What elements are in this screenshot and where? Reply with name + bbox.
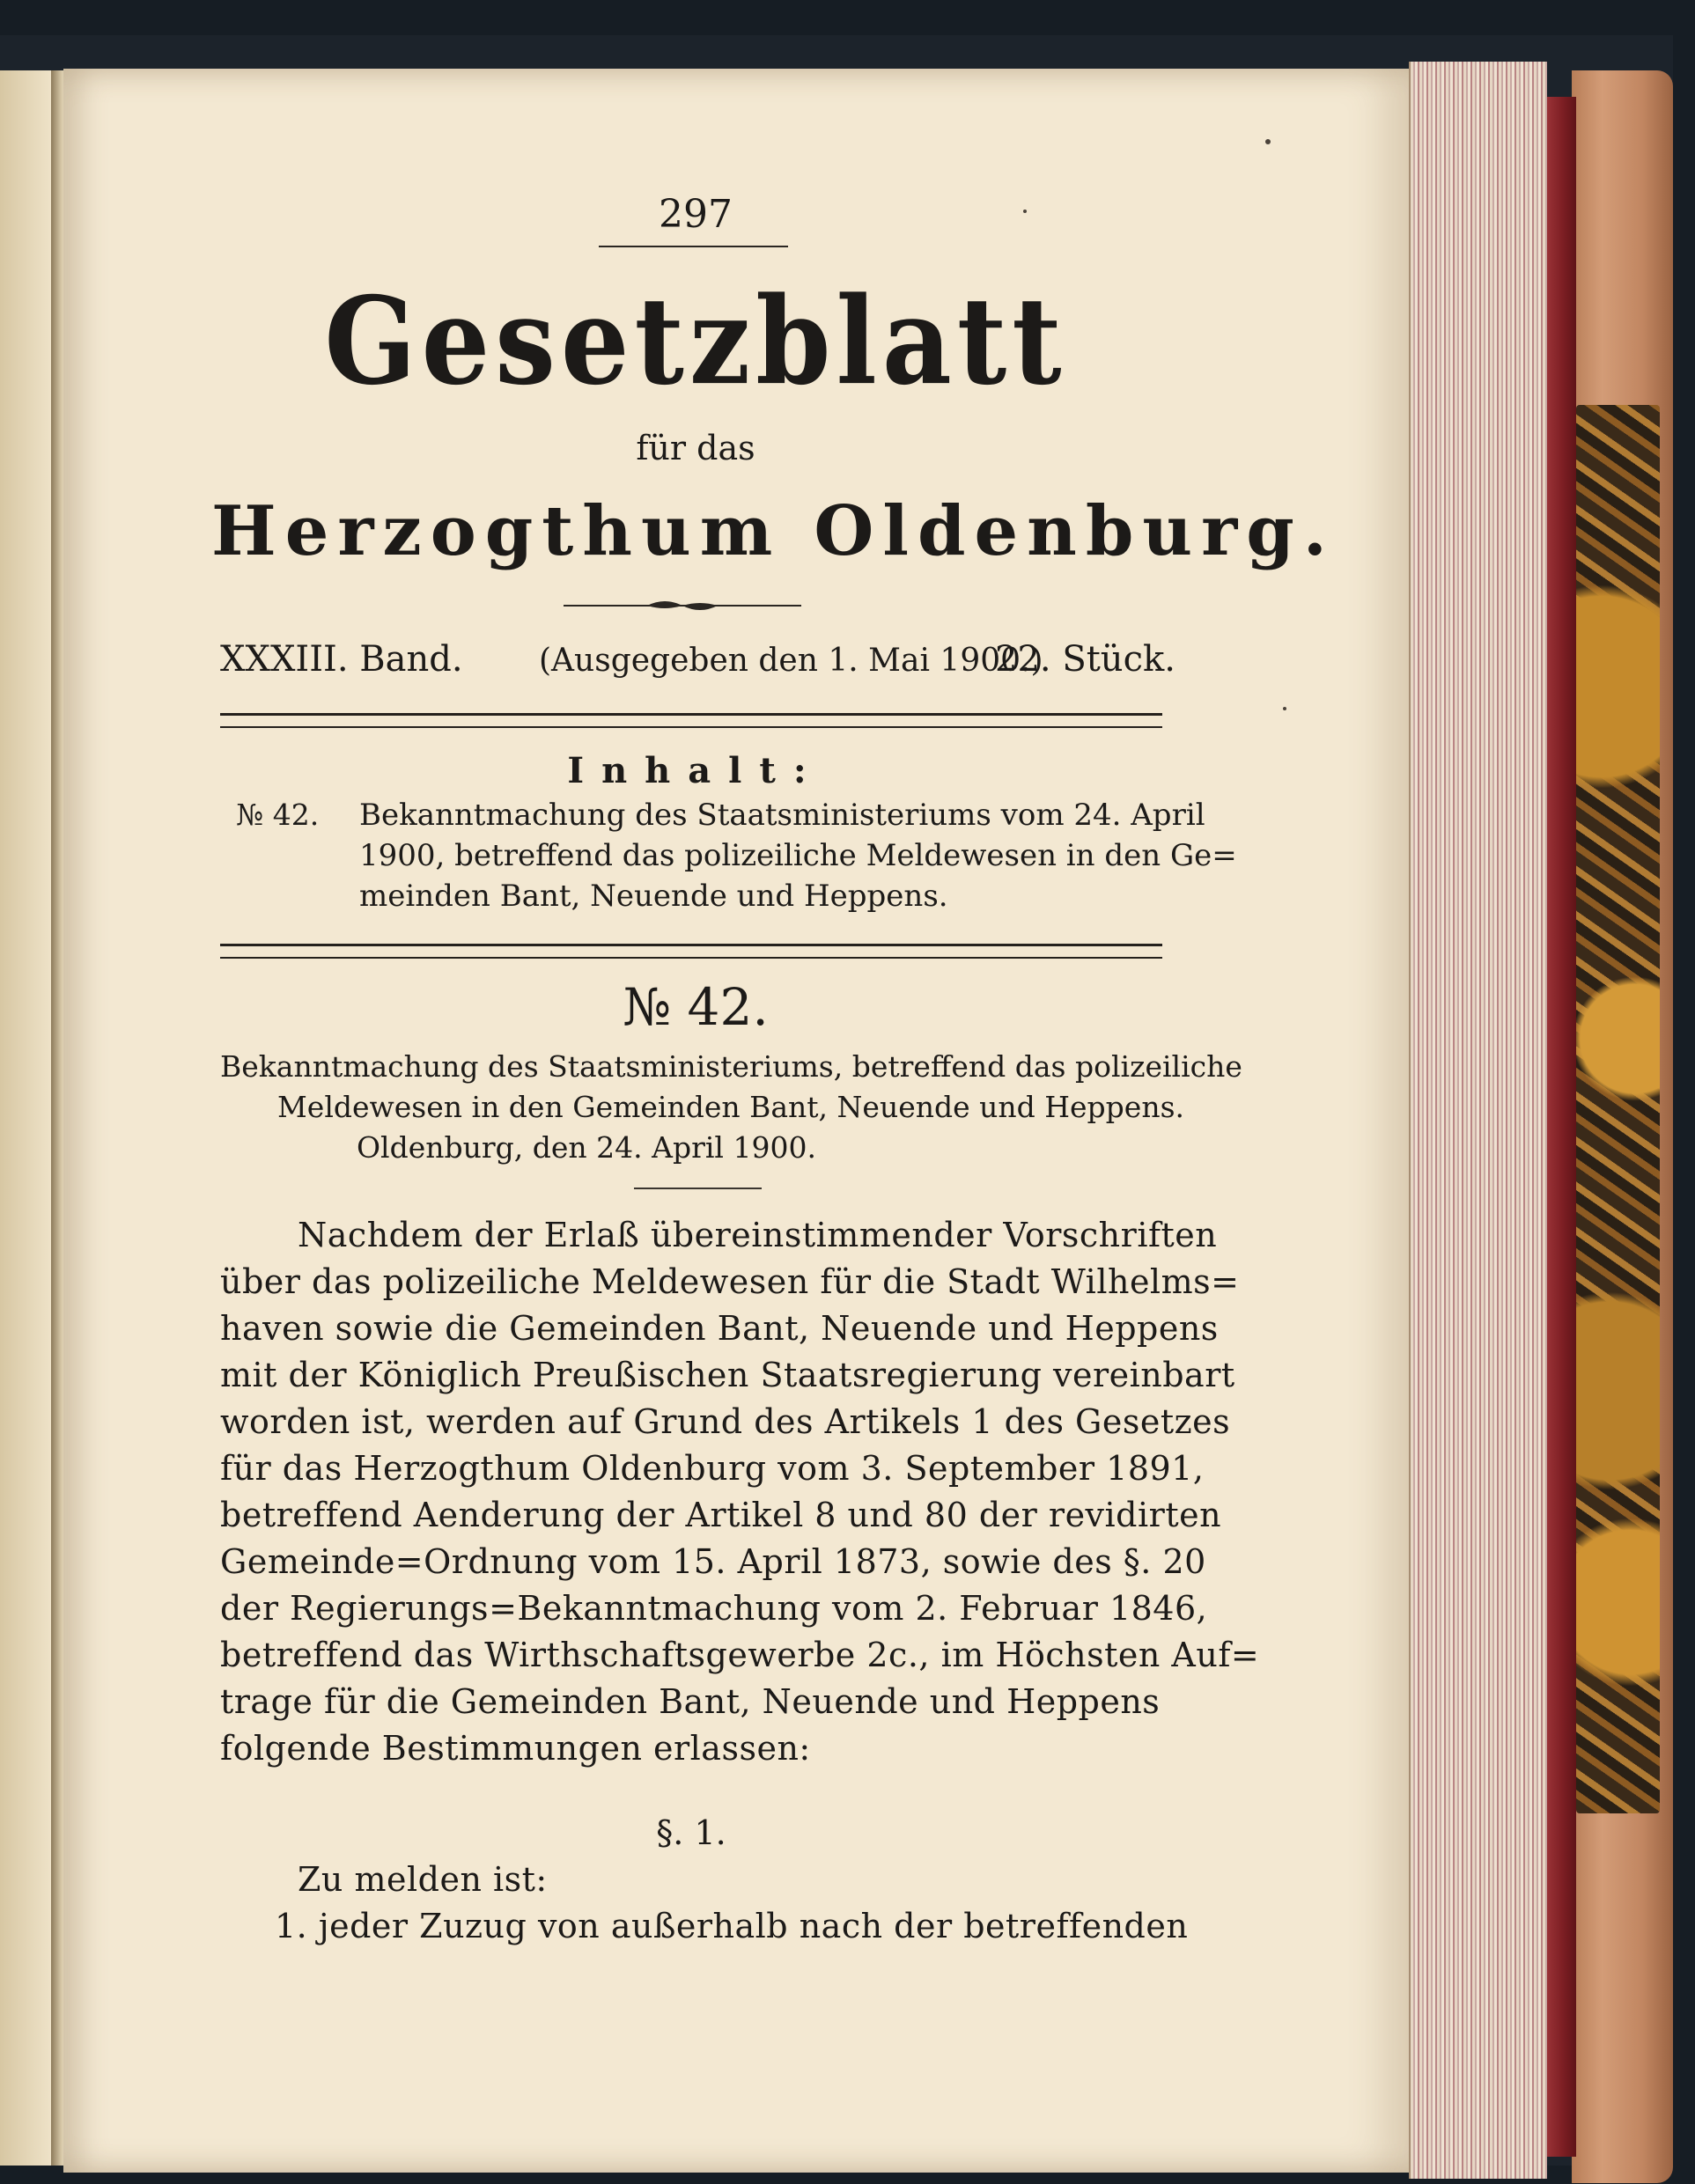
- section-title-line: Meldewesen in den Gemeinden Bant, Neuende und Heppens.: [277, 1090, 1185, 1124]
- marbled-cover-pattern: [1576, 405, 1660, 1813]
- ornament-divider: [564, 595, 801, 616]
- paragraph-heading: §. 1.: [656, 1813, 726, 1852]
- body-line: betreffend Aenderung der Artikel 8 und 80 der revidirten: [220, 1496, 1222, 1534]
- issue-date: (Ausgegeben den 1. Mai 1900.): [539, 643, 1043, 679]
- body-line: Nachdem der Erlaß übereinstimmender Vorschriften: [298, 1216, 1218, 1254]
- page-number-rule: [599, 246, 788, 247]
- section-rule: [634, 1188, 762, 1189]
- body-line: haven sowie die Gemeinden Bant, Neuende und Heppens: [220, 1309, 1219, 1348]
- volume-label: XXXIII. Band.: [220, 639, 463, 680]
- contents-number: № 42.: [236, 798, 320, 832]
- body-line: trage für die Gemeinden Bant, Neuende und Heppens: [220, 1682, 1161, 1721]
- report-intro: Zu melden ist:: [298, 1860, 548, 1899]
- paper-speck: [1283, 707, 1286, 710]
- page-number: 297: [659, 192, 733, 237]
- issue-part: 22. Stück.: [995, 639, 1175, 680]
- contents-heading: Inhalt:: [567, 750, 824, 791]
- masthead-title: Gesetzblatt: [324, 269, 1067, 412]
- body-line: für das Herzogthum Oldenburg vom 3. September 1891,: [220, 1449, 1205, 1488]
- body-line: mit der Königlich Preußischen Staatsregierung vereinbart: [220, 1356, 1235, 1394]
- paper-speck: [1023, 210, 1027, 213]
- page-block-edges: [1409, 62, 1547, 2179]
- body-line: worden ist, werden auf Grund des Artikels 1 des Gesetzes: [220, 1402, 1231, 1441]
- facing-page-edge: [0, 70, 55, 2166]
- body-line: folgende Bestimmungen erlassen:: [220, 1729, 811, 1768]
- section-title-line: Bekanntmachung des Staatsministeriums, betreffend das polizeiliche: [220, 1049, 1242, 1084]
- list-item: 1. jeder Zuzug von außerhalb nach der betreffenden: [275, 1907, 1189, 1945]
- section-number: № 42.: [623, 977, 769, 1037]
- paper-speck: [1265, 139, 1271, 144]
- body-line: über das polizeiliche Meldewesen für die Stadt Wilhelms=: [220, 1262, 1240, 1301]
- masthead-region: Herzogthum Oldenburg.: [211, 491, 1336, 571]
- body-line: der Regierungs=Bekanntmachung vom 2. Februar 1846,: [220, 1589, 1208, 1628]
- contents-line: meinden Bant, Neuende und Heppens.: [359, 879, 948, 914]
- body-line: betreffend das Wirthschaftsgewerbe 2c., im Höchsten Auf=: [220, 1636, 1260, 1674]
- section-date-line: Oldenburg, den 24. April 1900.: [357, 1130, 816, 1165]
- header-double-rule: [220, 713, 1162, 728]
- masthead-subtitle: für das: [636, 429, 755, 467]
- contents-line: 1900, betreffend das polizeiliche Meldewesen in den Ge=: [359, 838, 1237, 873]
- contents-line: Bekanntmachung des Staatsministeriums vom 24. April: [359, 798, 1205, 833]
- contents-double-rule: [220, 944, 1162, 959]
- body-line: Gemeinde=Ordnung vom 15. April 1873, sowie des §. 20: [220, 1542, 1206, 1581]
